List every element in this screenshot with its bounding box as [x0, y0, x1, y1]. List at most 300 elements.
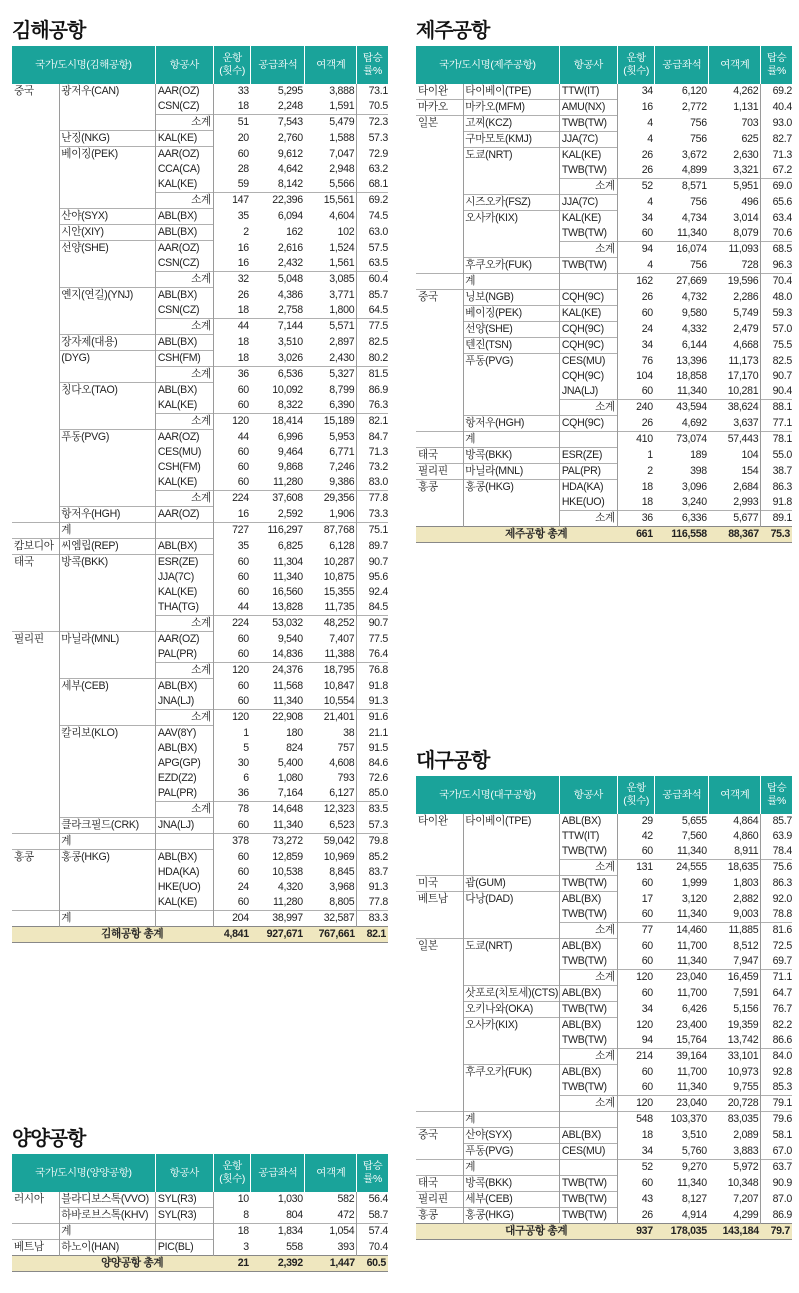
col-header-airline: 항공사 [155, 46, 213, 84]
cell-country [416, 1144, 464, 1160]
cell-country [12, 241, 60, 257]
cell-airline: CES(MU) [559, 1144, 617, 1160]
cell-seats: 8,571 [655, 179, 709, 195]
header-row [12, 46, 388, 84]
cell-airline: CSH(FM) [155, 351, 213, 367]
cell-country [416, 1080, 464, 1096]
cell-city [60, 756, 156, 771]
cell-flights: 378 [213, 834, 250, 850]
table-row [12, 177, 388, 193]
table-row [416, 258, 792, 274]
cell-airline: ABL(BX) [559, 1128, 617, 1144]
cell-airline [155, 834, 213, 850]
cell-passengers: 3,888 [329, 85, 355, 97]
cell-country [12, 818, 60, 834]
cell-country [416, 226, 464, 242]
cell-country: 미국 [416, 876, 464, 892]
cell-city [464, 384, 560, 400]
cell-passengers: 1,800 [329, 304, 355, 316]
col-header-load-line1: 탑승 [766, 783, 787, 794]
cell-load-factor: 78.1 [761, 432, 792, 448]
total-row [12, 927, 388, 943]
cell-flights: 60 [213, 818, 250, 834]
cell-load-factor: 90.7 [357, 555, 388, 571]
cell-passengers: 10,281 [727, 385, 759, 397]
col-header-flights-line2: (횟수) [219, 66, 246, 77]
cell-city: 도쿄(NRT) [464, 939, 560, 955]
cell-load-factor: 73.2 [357, 460, 388, 475]
cell-passengers: 29,356 [305, 491, 357, 507]
cell-airline: ABL(BX) [155, 383, 213, 399]
cell-flights: 727 [213, 523, 250, 539]
cell-city: 시안(XIY) [60, 225, 156, 241]
cell-passengers: 83,035 [709, 1112, 761, 1128]
cell-city: 산야(SYX) [464, 1128, 560, 1144]
cell-city: 계 [60, 1224, 156, 1240]
table-row [416, 211, 792, 227]
cell-passengers: 12,323 [305, 802, 357, 818]
cell-seats: 23,400 [676, 1018, 707, 1031]
cell-passengers: 2,630 [733, 148, 759, 161]
table-row [12, 241, 388, 257]
cell-airline: TWB(TW) [559, 258, 617, 274]
cell-passengers: 472 [337, 1208, 355, 1221]
table-row [416, 1128, 792, 1144]
cell-passengers: 59,042 [305, 834, 357, 850]
cell-airline: JNA(LJ) [155, 818, 213, 834]
cell-flights: 60 [213, 865, 250, 880]
table-row [12, 726, 388, 742]
total-flights: 937 [617, 1224, 654, 1240]
cell-load-factor: 90.7 [357, 616, 388, 632]
cell-passengers: 8,805 [329, 896, 355, 908]
cell-airline: CQH(9C) [559, 369, 617, 384]
header-row [12, 1154, 388, 1192]
cell-passengers: 154 [741, 465, 759, 477]
cell-flights: 120 [617, 1096, 654, 1112]
col-header-flights [617, 776, 654, 814]
cell-flights: 2 [213, 225, 250, 241]
cell-flights: 60 [617, 1065, 654, 1081]
cell-country [416, 354, 464, 370]
cell-airline: ABL(BX) [155, 850, 213, 866]
table-row [416, 907, 792, 923]
cell-load-factor: 63.0 [357, 225, 388, 241]
cell-city [60, 880, 156, 895]
table-row [12, 445, 388, 460]
cell-load-factor: 77.8 [357, 491, 388, 507]
cell-country: 중국 [14, 85, 34, 97]
cell-country [416, 970, 464, 986]
cell-city [60, 786, 156, 802]
cell-city [60, 475, 156, 491]
cell-passengers: 8,512 [733, 939, 759, 952]
cell-country: 홍콩 [416, 1208, 464, 1224]
cell-seats: 11,280 [273, 896, 303, 908]
cell-city [60, 414, 156, 430]
cell-airline: KAL(KE) [559, 211, 617, 227]
cell-load-factor: 78.8 [761, 907, 792, 923]
cell-flights: 18 [213, 303, 250, 319]
cell-load-factor: 70.6 [761, 226, 792, 242]
cell-city [464, 844, 560, 860]
cell-country [12, 131, 60, 147]
col-header-seats: 공급좌석 [655, 46, 709, 84]
cell-seats: 43,594 [655, 400, 709, 416]
col-header-load [357, 46, 388, 84]
cell-airline [155, 523, 213, 539]
total-seats: 2,392 [251, 1256, 305, 1272]
table-row [12, 710, 388, 726]
cell-seats: 2,432 [277, 257, 303, 269]
cell-country [12, 225, 60, 241]
cell-load-factor: 68.5 [761, 242, 792, 258]
cell-passengers: 4,860 [733, 830, 759, 842]
cell-passengers: 11,173 [728, 354, 759, 367]
cell-city: 방콕(BKK) [464, 448, 560, 464]
cell-airline: KAL(KE) [559, 306, 617, 322]
cell-airline: ABL(BX) [155, 679, 213, 695]
cell-seats: 558 [286, 1240, 303, 1253]
cell-flights: 26 [617, 163, 654, 179]
cell-passengers: 15,189 [305, 414, 357, 430]
cell-airline: TTW(IT) [559, 84, 617, 100]
cell-load-factor: 67.2 [761, 163, 792, 179]
cell-flights: 60 [617, 986, 654, 1002]
cell-airline: EZD(Z2) [155, 771, 213, 786]
cell-country [416, 495, 464, 511]
cell-flights: 60 [617, 844, 654, 860]
cell-city [60, 256, 156, 272]
cell-load-factor: 64.5 [357, 303, 388, 319]
table-row [416, 84, 792, 100]
cell-country: 필리핀 [12, 632, 60, 648]
cell-load-factor: 86.9 [357, 383, 388, 399]
cell-city: 오사카(KIX) [464, 211, 560, 227]
cell-airline [155, 1224, 213, 1240]
table-row [12, 256, 388, 272]
table-row [416, 195, 792, 211]
cell-airline: 소계 [155, 367, 213, 383]
cell-load-factor: 92.8 [761, 1065, 792, 1081]
cell-city: 오사카(KIX) [464, 1018, 560, 1034]
cell-country [12, 741, 60, 756]
cell-load-factor: 79.6 [761, 1112, 792, 1128]
table-row [12, 1240, 388, 1256]
cell-city: 방콕(BKK) [464, 1176, 560, 1192]
cell-country [12, 272, 60, 288]
col-header-flights [213, 46, 250, 84]
table-row [12, 616, 388, 632]
cell-city: 계 [464, 1112, 560, 1128]
cell-seats: 11,340 [677, 385, 707, 397]
cell-seats: 2,772 [681, 101, 707, 113]
cell-airline: CCA(CA) [155, 162, 213, 177]
cell-seats: 11,304 [273, 555, 303, 568]
col-header-flights [213, 1154, 250, 1192]
cell-passengers: 4,608 [329, 757, 355, 769]
cell-seats: 37,608 [251, 491, 305, 507]
cell-airline: ABL(BX) [559, 1018, 617, 1034]
section-title: 대구공항 [416, 748, 490, 772]
cell-passengers: 3,014 [733, 211, 759, 224]
cell-city [60, 460, 156, 475]
cell-city [60, 319, 156, 335]
cell-flights: 18 [213, 335, 250, 351]
cell-city [60, 694, 156, 710]
cell-passengers: 3,085 [305, 272, 357, 288]
table-row [416, 1033, 792, 1049]
cell-load-factor: 86.3 [761, 876, 792, 892]
cell-flights: 17 [617, 892, 654, 908]
cell-country [416, 148, 464, 164]
cell-passengers: 703 [741, 117, 759, 129]
cell-airline: ABL(BX) [559, 986, 617, 1002]
cell-passengers: 13,742 [727, 1034, 759, 1046]
cell-city: 계 [464, 274, 560, 290]
cell-load-factor: 71.1 [761, 970, 792, 986]
cell-flights: 1 [617, 448, 654, 464]
cell-load-factor: 93.0 [761, 116, 792, 132]
cell-flights: 94 [617, 242, 654, 258]
cell-load-factor: 91.5 [357, 741, 388, 756]
cell-seats: 2,592 [277, 507, 303, 520]
cell-city: 타이베이(TPE) [464, 84, 560, 100]
cell-airline: AAR(OZ) [155, 84, 213, 99]
cell-flights: 18 [213, 99, 250, 115]
table-row [416, 1002, 792, 1018]
cell-load-factor: 70.5 [357, 99, 388, 115]
cell-city: 구마모토(KMJ) [464, 132, 560, 148]
cell-country [416, 1033, 464, 1049]
cell-passengers: 2,286 [733, 291, 759, 303]
cell-flights: 60 [213, 475, 250, 491]
cell-passengers: 1,524 [329, 241, 355, 254]
cell-country [416, 432, 464, 448]
cell-seats: 1,999 [681, 877, 707, 889]
table-row [12, 850, 388, 866]
cell-load-factor: 82.1 [357, 414, 388, 430]
col-header-flights-line1: 운항 [222, 1161, 242, 1172]
cell-country [416, 132, 464, 148]
table-row [12, 272, 388, 288]
cell-seats: 16,074 [655, 242, 709, 258]
table-row [12, 193, 388, 209]
cell-country [416, 274, 464, 290]
cell-city: 마닐라(MNL) [464, 464, 560, 480]
col-header-country: 국가/도시명(제주공항) [416, 46, 559, 84]
section-yangyang [12, 1122, 388, 1272]
cell-city: 푸동(PVG) [464, 1144, 560, 1160]
table-row [12, 679, 388, 695]
cell-city: 푸동(PVG) [60, 430, 156, 446]
cell-airline: CQH(9C) [559, 338, 617, 354]
cell-country: 러시아 [14, 1193, 44, 1206]
cell-load-factor: 71.3 [357, 445, 388, 460]
cell-airline: 소계 [559, 1096, 617, 1112]
cell-airline: KAL(KE) [155, 398, 213, 414]
cell-airline: ESR(ZE) [155, 555, 213, 571]
cell-load-factor: 87.0 [761, 1192, 792, 1208]
cell-country [12, 445, 60, 460]
cell-passengers: 7,591 [733, 987, 759, 999]
cell-flights: 16 [213, 241, 250, 257]
cell-city [60, 710, 156, 726]
cell-flights: 76 [617, 354, 654, 370]
cell-load-factor: 65.6 [761, 195, 792, 211]
table-row [416, 939, 792, 955]
table-row [12, 818, 388, 834]
cell-city: 홍콩(HKG) [464, 480, 560, 496]
cell-seats: 103,370 [655, 1112, 709, 1128]
cell-country [12, 1208, 60, 1224]
cell-load-factor: 72.6 [357, 771, 388, 786]
cell-load-factor: 38.7 [761, 464, 792, 480]
col-header-passengers: 여객계 [709, 776, 761, 814]
cell-load-factor: 57.3 [357, 818, 388, 834]
cell-airline: HDA(KA) [559, 480, 617, 496]
cell-flights: 16 [213, 256, 250, 272]
cell-passengers: 393 [337, 1240, 355, 1253]
cell-seats: 9,612 [277, 147, 303, 160]
cell-passengers: 10,875 [323, 571, 355, 583]
section-gimhae [12, 14, 388, 943]
cell-airline: 소계 [155, 272, 213, 288]
cell-passengers: 21,401 [305, 710, 357, 726]
cell-city [60, 272, 156, 288]
cell-airline: CSH(FM) [155, 460, 213, 475]
cell-airline: TWB(TW) [559, 844, 617, 860]
cell-city: 시즈오카(FSZ) [464, 195, 560, 211]
cell-flights: 60 [213, 398, 250, 414]
cell-airline: 소계 [155, 710, 213, 726]
cell-seats: 11,340 [273, 818, 303, 831]
cell-city: 씨엠립(REP) [60, 539, 156, 555]
table-row [416, 970, 792, 986]
col-header-airline: 항공사 [559, 46, 617, 84]
cell-passengers: 18,795 [305, 663, 357, 679]
total-passengers: 767,661 [305, 927, 357, 943]
cell-flights: 28 [213, 162, 250, 177]
table-row [12, 880, 388, 895]
cell-flights: 34 [617, 1144, 654, 1160]
cell-load-factor: 85.3 [761, 1080, 792, 1096]
cell-flights: 60 [213, 147, 250, 163]
cell-passengers: 3,883 [733, 1144, 759, 1157]
total-passengers: 88,367 [709, 527, 761, 543]
cell-load-factor: 86.6 [761, 1033, 792, 1049]
cell-country [416, 1096, 464, 1112]
cell-flights: 410 [617, 432, 654, 448]
table-row [416, 1192, 792, 1208]
cell-country [12, 162, 60, 177]
col-header-country: 국가/도시명(김해공항) [12, 46, 155, 84]
cell-country: 필리핀 [416, 464, 464, 480]
cell-airline: JNA(LJ) [155, 694, 213, 710]
cell-city: 장자제(대용) [60, 335, 156, 351]
cell-airline: 소계 [155, 193, 213, 209]
cell-load-factor: 69.7 [761, 954, 792, 970]
cell-country [12, 398, 60, 414]
cell-city: 계 [464, 432, 560, 448]
cell-airline: JNA(LJ) [559, 384, 617, 400]
cell-city: 세부(CEB) [464, 1192, 560, 1208]
cell-seats: 22,396 [251, 193, 305, 209]
cell-seats: 6,094 [277, 210, 303, 222]
cell-country [12, 865, 60, 880]
cell-city: 세부(CEB) [60, 679, 156, 695]
cell-city [60, 303, 156, 319]
table-row [416, 369, 792, 384]
cell-seats: 4,692 [681, 416, 707, 429]
cell-country [12, 694, 60, 710]
cell-city: 타이베이(TPE) [464, 814, 560, 829]
cell-flights: 120 [213, 414, 250, 430]
cell-country [12, 679, 60, 695]
col-header-passengers: 여객계 [305, 1154, 357, 1192]
cell-flights: 60 [213, 570, 250, 585]
cell-flights: 60 [617, 876, 654, 892]
cell-country [12, 802, 60, 818]
table-row [12, 539, 388, 555]
cell-city: 칼리보(KLO) [60, 726, 156, 742]
cell-seats: 6,120 [681, 85, 707, 98]
cell-passengers: 11,735 [324, 601, 355, 613]
cell-seats: 3,240 [681, 496, 707, 508]
cell-city: 마카오(MFM) [464, 100, 560, 116]
cell-load-factor: 57.4 [357, 1224, 388, 1240]
cell-passengers: 1,803 [733, 877, 759, 889]
cell-passengers: 728 [741, 258, 759, 271]
cell-country [12, 288, 60, 304]
cell-flights: 104 [617, 369, 654, 384]
cell-country [12, 491, 60, 507]
cell-city: 산야(SYX) [60, 209, 156, 225]
cell-city: 계 [464, 1160, 560, 1176]
cell-load-factor: 63.9 [761, 829, 792, 844]
cell-airline: KAL(KE) [155, 475, 213, 491]
cell-flights: 60 [617, 306, 654, 322]
cell-passengers: 10,847 [323, 679, 355, 692]
cell-passengers: 5,953 [329, 430, 355, 443]
cell-load-factor: 89.1 [761, 511, 792, 527]
total-row [12, 1256, 388, 1272]
total-label: 양양공항 총계 [12, 1256, 213, 1272]
cell-flights: 147 [213, 193, 250, 209]
cell-flights: 3 [213, 1240, 250, 1256]
cell-city [464, 829, 560, 844]
cell-seats: 24,555 [655, 860, 709, 876]
cell-seats: 27,669 [655, 274, 709, 290]
cell-load-factor: 81.5 [357, 367, 388, 383]
cell-load-factor: 57.3 [357, 131, 388, 147]
cell-airline: TWB(TW) [559, 1192, 617, 1208]
cell-airline: PAL(PR) [559, 464, 617, 480]
cell-airline: AAR(OZ) [155, 147, 213, 163]
cell-city: 삿포로(치토세)(CTS) [464, 986, 560, 1002]
cell-seats: 756 [690, 133, 707, 145]
cell-flights: 60 [213, 850, 250, 866]
cell-load-factor: 75.6 [761, 860, 792, 876]
cell-city [464, 400, 560, 416]
cell-passengers: 6,771 [329, 446, 355, 458]
cell-passengers: 5,566 [329, 178, 355, 190]
table-row [416, 860, 792, 876]
cell-country [12, 414, 60, 430]
cell-airline: CSN(CZ) [155, 99, 213, 115]
table-row [416, 306, 792, 322]
cell-load-factor: 85.7 [761, 814, 792, 829]
